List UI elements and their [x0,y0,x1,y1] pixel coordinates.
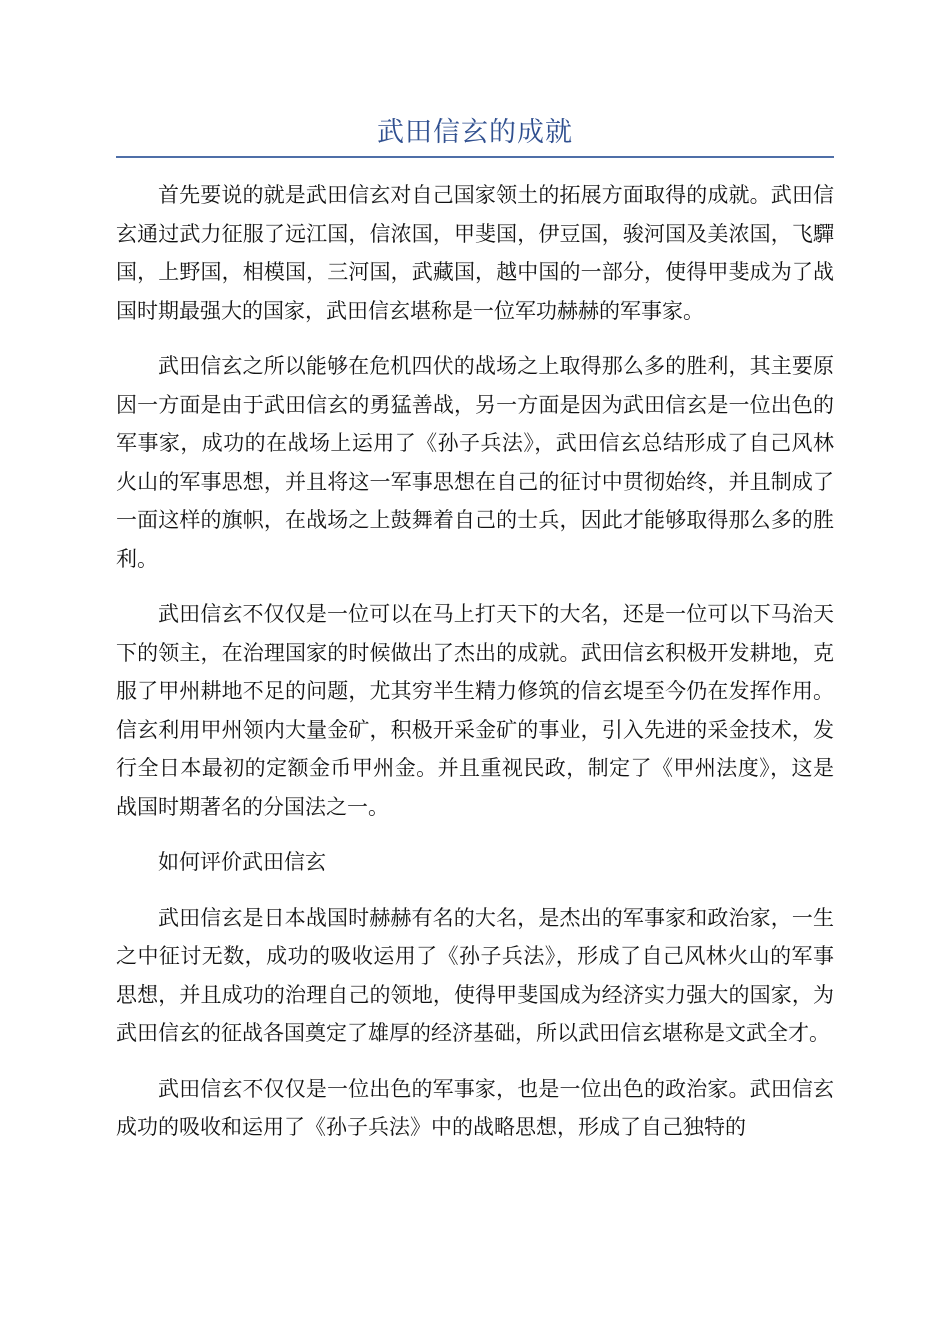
section-subheading: 如何评价武田信玄 [158,850,326,874]
paragraph: 武田信玄不仅仅是一位出色的军事家，也是一位出色的政治家。武田信玄成功的吸收和运用了《孙子兵法》中的战略思想，形成了自己独特的 [116,1076,834,1139]
page-title: 武田信玄的成就 [377,117,573,148]
paragraph: 武田信玄不仅仅是一位可以在马上打天下的大名，还是一位可以下马治天下的领主，在治理国家的时候做出了杰出的成就。武田信玄积极开发耕地，克服了甲州耕地不足的问题，尤其穷半生精力修筑的信玄堤至今仍在发挥作用。信玄利用甲州领内大量金矿，积极开采金矿的事业，引入先进的采金技术，发行全日本最初的定额金币甲州金。并且重视民政，制定了《甲州法度》，这是战国时期著名的分国法之一。 [116,602,834,819]
title-block [116,110,834,158]
paragraph: 首先要说的就是武田信玄对自己国家领土的拓展方面取得的成就。武田信玄通过武力征服了远江国，信浓国，甲斐国，伊豆国，骏河国及美浓国，飞驒国，上野国，相模国，三河国，武藏国，越中国的一部分，使得甲斐成为了战国时期最强大的国家，武田信玄堪称是一位军功赫赫的军事家。 [116,183,834,323]
document-body [116,176,834,1164]
paragraph: 武田信玄是日本战国时赫赫有名的大名，是杰出的军事家和政治家，一生之中征讨无数，成功的吸收运用了《孙子兵法》，形成了自己风林火山的军事思想，并且成功的治理自己的领地，使得甲斐国成为经济实力强大的国家，为武田信玄的征战各国奠定了雄厚的经济基础，所以武田信玄堪称是文武全才。 [116,905,834,1045]
paragraph: 武田信玄之所以能够在危机四伏的战场之上取得那么多的胜利，其主要原因一方面是由于武田信玄的勇猛善战，另一方面是因为武田信玄是一位出色的军事家，成功的在战场上运用了《孙子兵法》，武田信玄总结形成了自己风林火山的军事思想，并且将这一军事思想在自己的征讨中贯彻始终，并且制成了一面这样的旗帜，在战场之上鼓舞着自己的士兵，因此才能够取得那么多的胜利。 [116,354,834,571]
